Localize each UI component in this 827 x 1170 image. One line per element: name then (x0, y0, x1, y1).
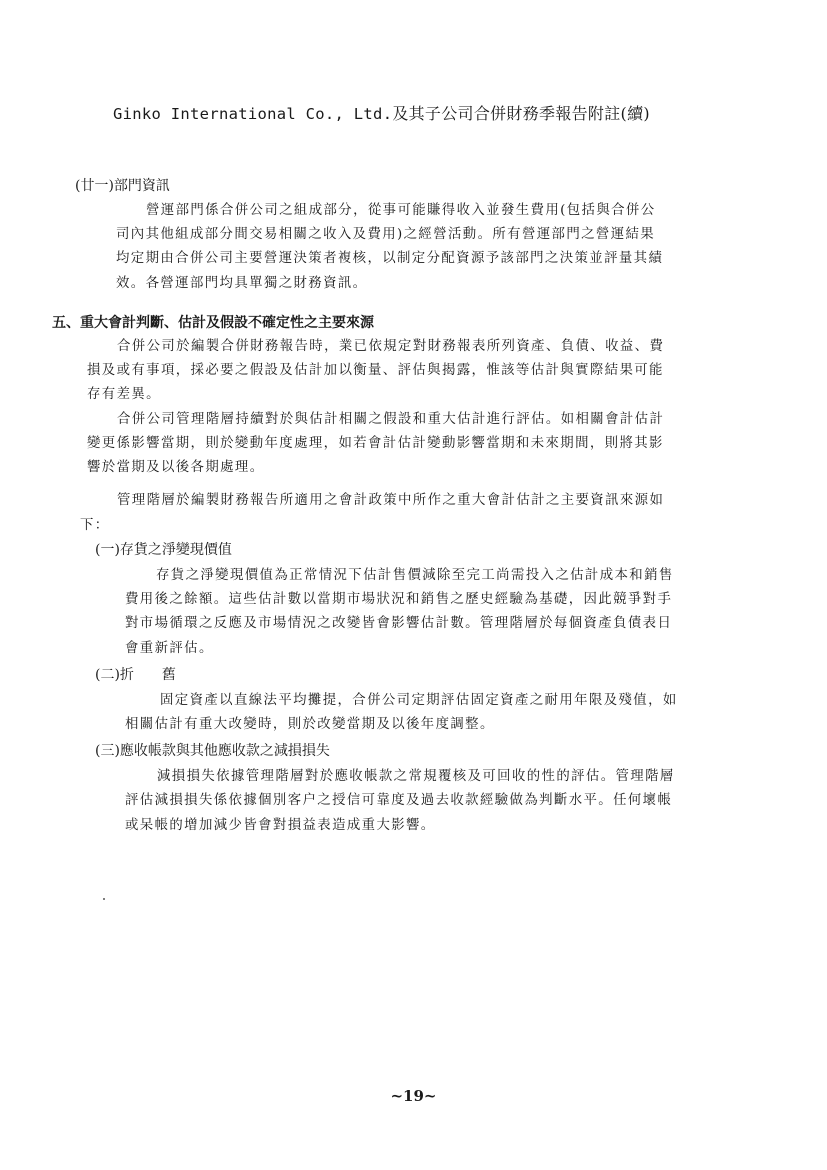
page-number: ~19~ (390, 1087, 437, 1105)
title-suffix: 及其子公司合併財務季報告附註(續) (392, 104, 650, 123)
section5-para3-line-1: 管理階層於編製財務報告所適用之會計政策中所作之重大會計估計之主要資訊來源如 (117, 493, 665, 508)
section5-para1-line-2: 損及或有事項，採必要之假設及估計加以衡量、評估與揭露，惟該等估計與實際結果可能 (87, 363, 664, 378)
segment-info-heading: (廿一)部門資訊 (75, 178, 170, 194)
item3-line-1: 減損損失依據管理階層對於應收帳款之常規覆核及可回收的性的評估。管理階層 (157, 769, 675, 784)
segment-info-line-4: 效。各營運部門均具單獨之財務資訊。 (116, 276, 368, 291)
item3-heading: (三)應收帳款與其他應收款之減損損失 (95, 743, 330, 759)
segment-info-line-2: 司內其他組成部分間交易相關之收入及費用)之經營活動。所有營運部門之營運結果 (116, 227, 656, 242)
scan-speck (103, 898, 105, 900)
item1-line-3: 對市場循環之反應及市場情況之改變皆會影響估計數。管理階層於每個資產負債表日 (125, 616, 673, 631)
item3-line-2: 評估減損損失係依據個別客户之授信可靠度及過去收款經驗做為判斷水平。任何壞帳 (125, 793, 673, 808)
item1-line-2: 費用後之餘額。這些估計數以當期市場狀況和銷售之歷史經驗為基礎，因此競爭對手 (125, 592, 673, 607)
section5-heading: 五、重大會計判斷、估計及假設不確定性之主要來源 (52, 315, 374, 331)
company-name-en: Ginko International Co., Ltd. (113, 105, 393, 123)
section5-para2-line-1: 合併公司管理階層持續對於與估計相關之假設和重大估計進行評估。如相關會計估計 (117, 412, 665, 427)
section5-para2-line-2: 變更係影響當期，則於變動年度處理，如若會計估計變動影響當期和未來期間，則將其影 (87, 436, 664, 451)
item1-line-4: 會重新評估。 (125, 641, 214, 656)
section5-para2-line-3: 響於當期及以後各期處理。 (87, 460, 265, 475)
item2-line-1: 固定資產以直線法平均攤提，合併公司定期評估固定資產之耐用年限及殘值，如 (160, 693, 678, 708)
segment-info-line-3: 均定期由合併公司主要營運決策者複核，以制定分配資源予該部門之決策並評量其績 (116, 251, 664, 266)
section5-para3-line-2: 下： (80, 518, 110, 533)
segment-info-line-1: 營運部門係合併公司之組成部分，從事可能賺得收入並發生費用(包括與合併公 (146, 203, 656, 218)
item2-heading: (二)折 舊 (95, 667, 176, 683)
item2-line-2: 相關估計有重大改變時，則於改變當期及以後年度調整。 (125, 717, 495, 732)
section5-para1-line-3: 存有差異。 (87, 387, 161, 402)
item1-line-1: 存貨之淨變現價值為正常情況下估計售價減除至完工尚需投入之估計成本和銷售 (156, 568, 674, 583)
page-title (113, 101, 650, 124)
section5-para1-line-1: 合併公司於編製合併財務報告時，業已依規定對財務報表所列資產、負債、收益、費 (117, 339, 665, 354)
item3-line-3: 或呆帳的增加減少皆會對損益表造成重大影響。 (125, 818, 436, 833)
item1-heading: (一)存貨之淨變現價值 (95, 542, 232, 558)
